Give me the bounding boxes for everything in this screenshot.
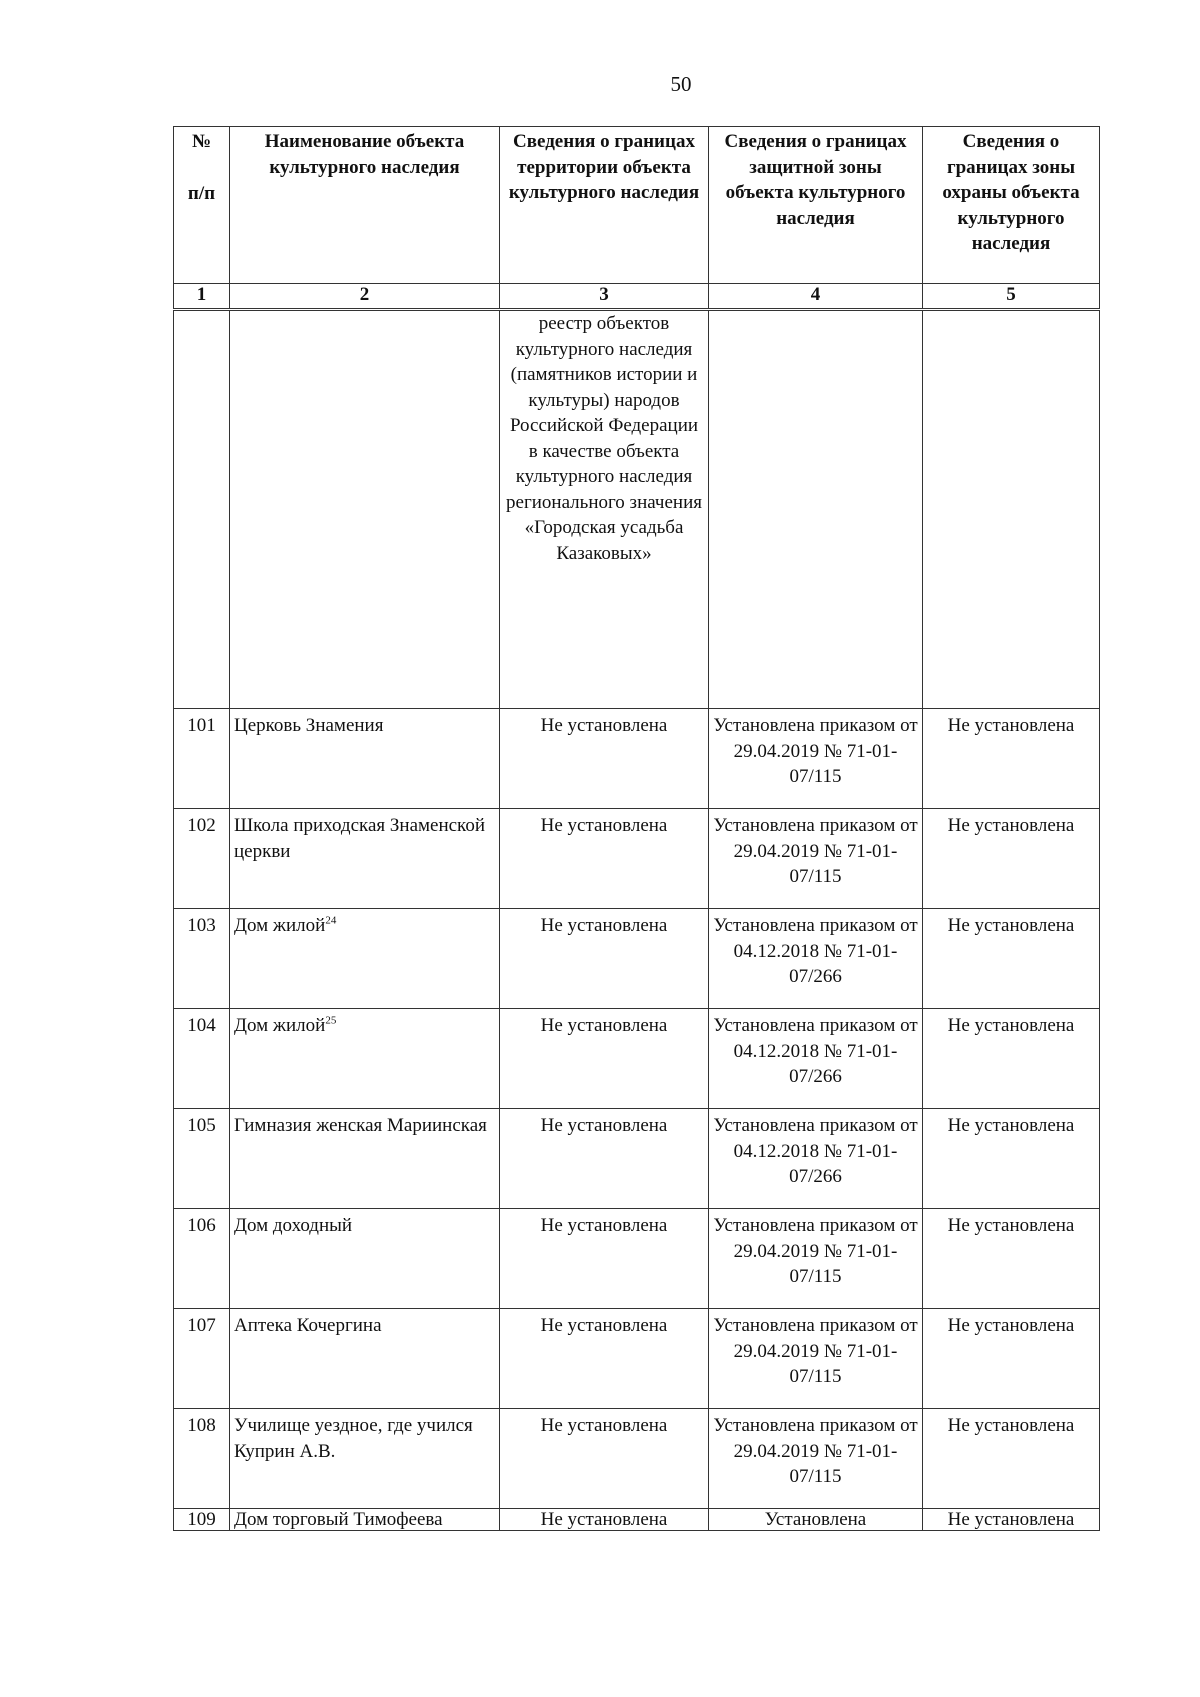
column-number: 5: [923, 284, 1100, 310]
protection-zone-status: Не установлена: [923, 1109, 1100, 1209]
protective-zone-status: Установлена приказом от 29.04.2019 № 71-01-07/115: [709, 809, 923, 909]
territory-status: Не установлена: [500, 1009, 709, 1109]
cell-empty: [230, 310, 500, 709]
protective-zone-status: Установлена приказом от 04.12.2018 № 71-01-07/266: [709, 1009, 923, 1109]
table-row: [174, 1309, 1100, 1409]
object-name: Дом жилой$^{24}$: [230, 909, 500, 1009]
object-name: Церковь Знамения: [230, 709, 500, 809]
protection-zone-status: Не установлена: [923, 1409, 1100, 1509]
protection-zone-status: Не установлена: [923, 1209, 1100, 1309]
object-name: Школа приходская Знаменской церкви: [230, 809, 500, 909]
object-name: Дом жилой$^{25}$: [230, 1009, 500, 1109]
protective-zone-status: Установлена приказом от 29.04.2019 № 71-01-07/115: [709, 709, 923, 809]
territory-status: Не установлена: [500, 709, 709, 809]
header-number-pp: п/п: [187, 182, 216, 204]
protective-zone-status: Установлена приказом от 04.12.2018 № 71-01-07/266: [709, 909, 923, 1009]
row-number: 103: [174, 909, 230, 1009]
header-protection-zone: Сведения о границах зоны охраны объекта культурного наследия: [923, 127, 1100, 284]
object-name: Гимназия женская Мариинская: [230, 1109, 500, 1209]
object-name: Дом торговый Тимофеева: [230, 1509, 500, 1531]
protective-zone-status: Установлена приказом от 29.04.2019 № 71-01-07/115: [709, 1209, 923, 1309]
column-number: 2: [230, 284, 500, 310]
protective-zone-status: Установлена приказом от 04.12.2018 № 71-01-07/266: [709, 1109, 923, 1209]
row-number: 109: [174, 1509, 230, 1531]
page-number: 50: [670, 72, 692, 96]
table-row: [174, 1209, 1100, 1309]
column-number: 4: [709, 284, 923, 310]
protective-zone-status: Установлена приказом от 29.04.2019 № 71-01-07/115: [709, 1309, 923, 1409]
header-object-name: Наименование объекта культурного наследия: [230, 127, 500, 284]
table-row: [174, 909, 1100, 1009]
protection-zone-status: Не установлена: [923, 909, 1100, 1009]
row-number: 102: [174, 809, 230, 909]
column-number-row: [174, 284, 1100, 310]
territory-status: Не установлена: [500, 1109, 709, 1209]
column-number: 1: [174, 284, 230, 310]
protection-zone-status: Не установлена: [923, 809, 1100, 909]
protection-zone-status: Не установлена: [923, 1509, 1100, 1531]
cell-empty: [174, 310, 230, 709]
table-row: [174, 809, 1100, 909]
table-header-row: [174, 127, 1100, 284]
cell-empty: [709, 310, 923, 709]
footnote-marker: 24: [325, 914, 337, 927]
cell-empty: [923, 310, 1100, 709]
row-number: 101: [174, 709, 230, 809]
territory-status: Не установлена: [500, 809, 709, 909]
row-number: 104: [174, 1009, 230, 1109]
protective-zone-status: Установлена приказом от 29.04.2019 № 71-01-07/115: [709, 1409, 923, 1509]
table-row: [174, 1009, 1100, 1109]
protection-zone-status: Не установлена: [923, 1009, 1100, 1109]
continuation-row: [174, 310, 1100, 709]
territory-status: Не установлена: [500, 1309, 709, 1409]
protection-zone-status: Не установлена: [923, 1309, 1100, 1409]
footnote-marker: 25: [325, 1014, 337, 1027]
column-number: 3: [500, 284, 709, 310]
territory-status: Не установлена: [500, 909, 709, 1009]
row-number: 107: [174, 1309, 230, 1409]
territory-status: Не установлена: [500, 1209, 709, 1309]
table-row: [174, 1409, 1100, 1509]
table-row: [174, 1509, 1100, 1531]
header-territory-bounds: Сведения о границах территории объекта культурного наследия: [500, 127, 709, 284]
row-number: 106: [174, 1209, 230, 1309]
territory-status: Не установлена: [500, 1409, 709, 1509]
protective-zone-status: Установлена: [709, 1509, 923, 1531]
header-number-symbol: №: [191, 131, 212, 152]
protection-zone-status: Не установлена: [923, 709, 1100, 809]
heritage-registry-table: [173, 126, 1100, 1531]
object-name: Училище уездное, где учился Куприн А.В.: [230, 1409, 500, 1509]
continuation-text: реестр объектов культурного наследия (памятников истории и культуры) народов Российской Федерации в качестве объекта культурного наследия регионального значения «Городская усадьба Казаковых»: [500, 310, 709, 709]
row-number: 105: [174, 1109, 230, 1209]
table-row: [174, 1109, 1100, 1209]
header-protective-zone: Сведения о границах защитной зоны объекта культурного наследия: [709, 127, 923, 284]
object-name: Дом доходный: [230, 1209, 500, 1309]
table-row: [174, 709, 1100, 809]
object-name: Аптека Кочергина: [230, 1309, 500, 1409]
territory-status: Не установлена: [500, 1509, 709, 1531]
header-number: [174, 127, 230, 284]
row-number: 108: [174, 1409, 230, 1509]
